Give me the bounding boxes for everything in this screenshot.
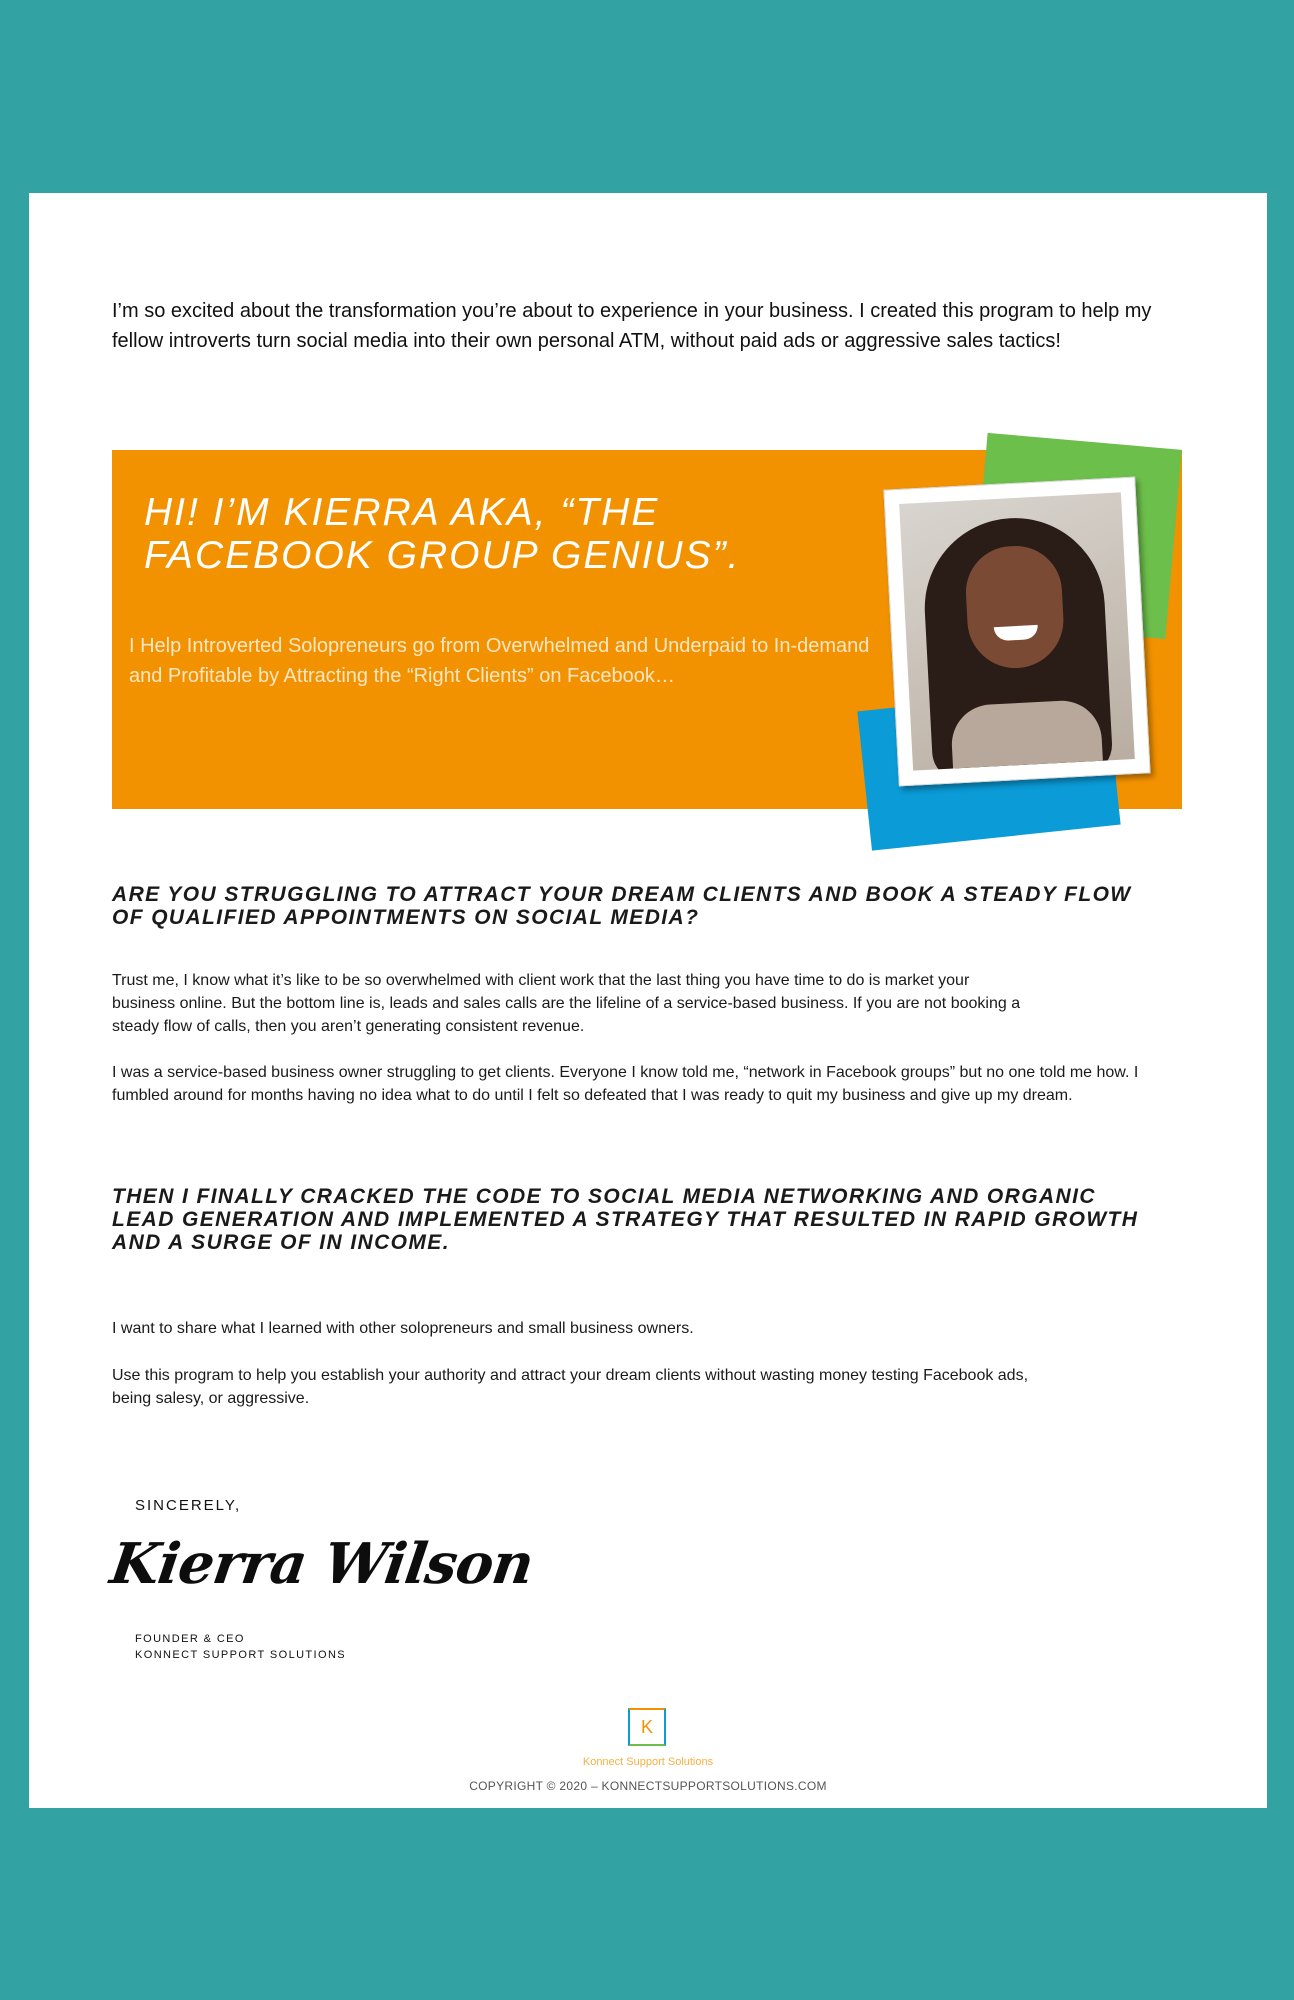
sign-off: SINCERELY, xyxy=(135,1497,242,1514)
copyright-notice: COPYRIGHT © 2020 – KONNECTSUPPORTSOLUTIONS.COM xyxy=(469,1779,827,1793)
paragraph-use-program: Use this program to help you establish your authority and attract your dream clients without wasting money testing Facebook ads, being salesy, or aggressive. xyxy=(112,1367,1029,1407)
banner-title: HI! I’M KIERRA AKA, “THE FACEBOOK GROUP GENIUS”. xyxy=(144,491,741,577)
section-heading-cracked-code: THEN I FINALLY CRACKED THE CODE TO SOCIAL MEDIA NETWORKING AND ORGANIC LEAD GENERATION AND IMPLEMENTED A STRATEGY THAT RESULTED IN RAPID GROWTH AND A SURGE OF IN INCOME. xyxy=(112,1185,1139,1254)
paragraph-struggling: I was a service-based business owner struggling to get clients. Everyone I know told me, “network in Facebook groups” but no one told me how. I fumbled around for months having no idea what to do until I felt so defeated that I was ready to quit my business and give up my dream. xyxy=(112,1064,1139,1104)
logo-name: Konnect Support Solutions xyxy=(582,1756,714,1768)
paragraph-trust-me: Trust me, I know what it’s like to be so overwhelmed with client work that the last thing you have time to do is market your business online. But the bottom line is, leads and sales calls are the lifeline of a service-based business. If you are not booking a steady flow of calls, then you aren’t generating consistent revenue. xyxy=(112,972,1021,1035)
signer-role: FOUNDER & CEO xyxy=(135,1633,245,1645)
profile-photo xyxy=(883,477,1150,787)
paragraph-share: I want to share what I learned with other solopreneurs and small business owners. xyxy=(112,1320,694,1337)
intro-paragraph: I’m so excited about the transformation you’re about to experience in your business. I created this program to help my fellow introverts turn social media into their own personal ATM, without paid ads or aggressive sales tactics! xyxy=(112,300,1152,352)
document-page xyxy=(29,193,1267,1808)
banner-subtitle: I Help Introverted Solopreneurs go from Overwhelmed and Underpaid to In-demand and Profitable by Attracting the “Right Clients” on Facebook… xyxy=(129,635,870,687)
portrait-image xyxy=(899,492,1135,770)
company-logo: K xyxy=(628,1708,666,1746)
section-heading-struggle: ARE YOU STRUGGLING TO ATTRACT YOUR DREAM CLIENTS AND BOOK A STEADY FLOW OF QUALIFIED APPOINTMENTS ON SOCIAL MEDIA? xyxy=(112,883,1132,929)
signer-company: KONNECT SUPPORT SOLUTIONS xyxy=(135,1649,347,1661)
signature: Kierra Wilson xyxy=(106,1531,538,1597)
